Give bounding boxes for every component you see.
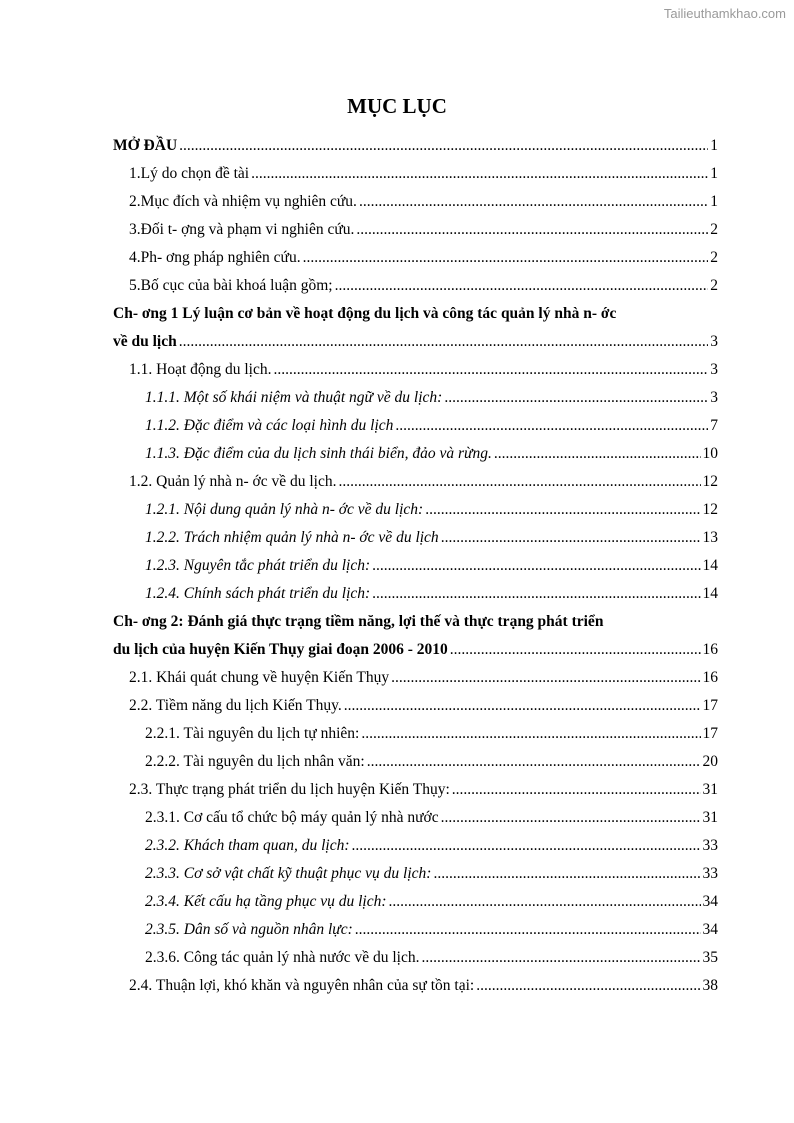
toc-entry-2-3-3[interactable] — [113, 860, 718, 888]
toc-entry-text: 2.3.2. Khách tham quan, du lịch: — [145, 837, 350, 854]
toc-entry-2-3-2[interactable] — [113, 832, 718, 860]
toc-entry-text: 2.Mục đích và nhiệm vụ nghiên cứu. — [129, 193, 357, 210]
watermark-text: Tailieuthamkhao.com — [663, 6, 786, 21]
toc-entry-text: về du lịch — [113, 333, 177, 350]
toc-entry-page: 12 — [702, 473, 718, 490]
toc-entry-page: 1 — [710, 137, 718, 154]
toc-entry-1-1-3[interactable] — [113, 440, 718, 468]
toc-entry-page: 20 — [702, 753, 718, 770]
toc-entry-text: 1.2.2. Trách nhiệm quản lý nhà n- ớc về du lịch — [145, 529, 439, 546]
toc-entry-text: 2.3.5. Dân số và nguồn nhân lực: — [145, 921, 353, 938]
toc-entry-page: 13 — [702, 529, 718, 546]
toc-entry-text: 2.2.2. Tài nguyên du lịch nhân văn: — [145, 753, 365, 770]
toc-entry-text: 2.3.1. Cơ cấu tổ chức bộ máy quản lý nhà nước — [145, 809, 439, 826]
toc-entry-page: 17 — [702, 725, 718, 742]
toc-entry-page: 14 — [702, 585, 718, 602]
toc-entry-text: 4.Ph- ơng pháp nghiên cứu. — [129, 249, 301, 266]
toc-entry-text: 1.Lý do chọn đề tài — [129, 165, 250, 182]
toc-entry-page: 3 — [710, 333, 718, 350]
toc-entry-page: 35 — [702, 949, 718, 966]
toc-entry-4[interactable] — [113, 244, 718, 272]
toc-entry-page: 34 — [702, 893, 718, 910]
toc-entry-page: 10 — [702, 445, 718, 462]
toc-entry-1-2-1[interactable] — [113, 496, 718, 524]
toc-entry-text: 2.3.3. Cơ sở vật chất kỹ thuật phục vụ du lịch: — [145, 865, 432, 882]
page-title: MỤC LỤC — [347, 94, 447, 118]
toc-entry-page: 17 — [702, 697, 718, 714]
toc-entry-1[interactable] — [113, 160, 718, 188]
toc-entry-text: 1.2.3. Nguyên tắc phát triển du lịch: — [145, 557, 371, 574]
toc-entry-2[interactable] — [113, 188, 718, 216]
toc-entry-text: 3.Đối t- ợng và phạm vi nghiên cứu. — [129, 221, 355, 238]
toc-entry-page: 34 — [702, 921, 718, 938]
toc-entry-page: 3 — [710, 361, 718, 378]
toc-entry-text: du lịch của huyện Kiến Thụy giai đoạn 2006 - 2010 — [113, 641, 448, 658]
toc-entry-page: 12 — [702, 501, 718, 518]
toc-entry-text: 2.1. Khái quát chung về huyện Kiến Thụy — [129, 669, 390, 686]
toc-entry-text: 2.3.4. Kết cấu hạ tầng phục vụ du lịch: — [145, 893, 387, 910]
toc-entry-page: 31 — [702, 809, 718, 826]
toc-entry-2-3[interactable] — [113, 776, 718, 804]
toc-entry-2-2-1[interactable] — [113, 720, 718, 748]
toc-entry-text: 1.2.1. Nội dung quản lý nhà n- ớc về du lịch: — [145, 501, 424, 518]
toc-entry-2-3-5[interactable] — [113, 916, 718, 944]
table-of-contents — [113, 132, 718, 1000]
toc-entry-text: 1.2. Quản lý nhà n- ớc về du lịch. — [129, 473, 337, 490]
toc-entry-1-1-2[interactable] — [113, 412, 718, 440]
toc-chapter-1-title[interactable]: Ch- ơng 1 Lý luận cơ bản về hoạt động du lịch và công tác quản lý nhà n- ớc — [113, 305, 617, 322]
toc-entry-2-1[interactable] — [113, 664, 718, 692]
toc-entry-page: 33 — [702, 837, 718, 854]
toc-entry-2-2[interactable] — [113, 692, 718, 720]
toc-entry-page: 14 — [702, 557, 718, 574]
toc-entry-page: 33 — [702, 865, 718, 882]
toc-entry-page: 3 — [710, 389, 718, 406]
toc-entry-text: 1.1.3. Đặc điểm của du lịch sinh thái biển, đảo và rừng. — [145, 445, 492, 462]
toc-entry-mo-dau[interactable] — [113, 132, 718, 160]
toc-entry-2-2-2[interactable] — [113, 748, 718, 776]
toc-entry-page: 2 — [710, 249, 718, 266]
toc-entry-page: 1 — [710, 193, 718, 210]
toc-entry-text: 5.Bố cục của bài khoá luận gồm; — [129, 277, 333, 294]
toc-entry-2-3-6[interactable] — [113, 944, 718, 972]
toc-entry-page: 31 — [702, 781, 718, 798]
toc-entry-5[interactable] — [113, 272, 718, 300]
toc-entry-text: 1.2.4. Chính sách phát triển du lịch: — [145, 585, 371, 602]
toc-entry-3[interactable] — [113, 216, 718, 244]
toc-entry-2-3-4[interactable] — [113, 888, 718, 916]
toc-entry-2-3-1[interactable] — [113, 804, 718, 832]
toc-entry-1-2-2[interactable] — [113, 524, 718, 552]
toc-entry-2-4[interactable] — [113, 972, 718, 1000]
toc-entry-text: MỞ ĐẦU — [113, 137, 178, 154]
toc-entry-1-2-4[interactable] — [113, 580, 718, 608]
toc-entry-chapter-1[interactable] — [113, 328, 718, 356]
toc-entry-page: 16 — [702, 641, 718, 658]
toc-entry-1-2-3[interactable] — [113, 552, 718, 580]
toc-entry-chapter-2[interactable] — [113, 636, 718, 664]
toc-entry-text: 2.3.6. Công tác quản lý nhà nước về du lịch. — [145, 949, 420, 966]
toc-entry-page: 16 — [702, 669, 718, 686]
toc-entry-text: 2.2. Tiềm năng du lịch Kiến Thụy. — [129, 697, 342, 714]
toc-entry-text: 1.1.1. Một số khái niệm và thuật ngữ về du lịch: — [145, 389, 443, 406]
toc-entry-text: 2.4. Thuận lợi, khó khăn và nguyên nhân của sự tồn tại: — [129, 977, 475, 994]
toc-entry-1-2[interactable] — [113, 468, 718, 496]
toc-entry-page: 38 — [702, 977, 718, 994]
toc-entry-page: 2 — [710, 277, 718, 294]
toc-entry-text: 2.2.1. Tài nguyên du lịch tự nhiên: — [145, 725, 360, 742]
toc-entry-page: 1 — [710, 165, 718, 182]
toc-entry-1-1-1[interactable] — [113, 384, 718, 412]
toc-entry-page: 7 — [710, 417, 718, 434]
toc-chapter-2-title[interactable]: Ch- ơng 2: Đánh giá thực trạng tiềm năng, lợi thế và thực trạng phát triển — [113, 613, 604, 630]
toc-entry-text: 1.1.2. Đặc điểm và các loại hình du lịch — [145, 417, 394, 434]
toc-entry-1-1[interactable] — [113, 356, 718, 384]
toc-entry-text: 1.1. Hoạt động du lịch. — [129, 361, 272, 378]
toc-entry-page: 2 — [710, 221, 718, 238]
toc-entry-text: 2.3. Thực trạng phát triển du lịch huyện Kiến Thụy: — [129, 781, 450, 798]
